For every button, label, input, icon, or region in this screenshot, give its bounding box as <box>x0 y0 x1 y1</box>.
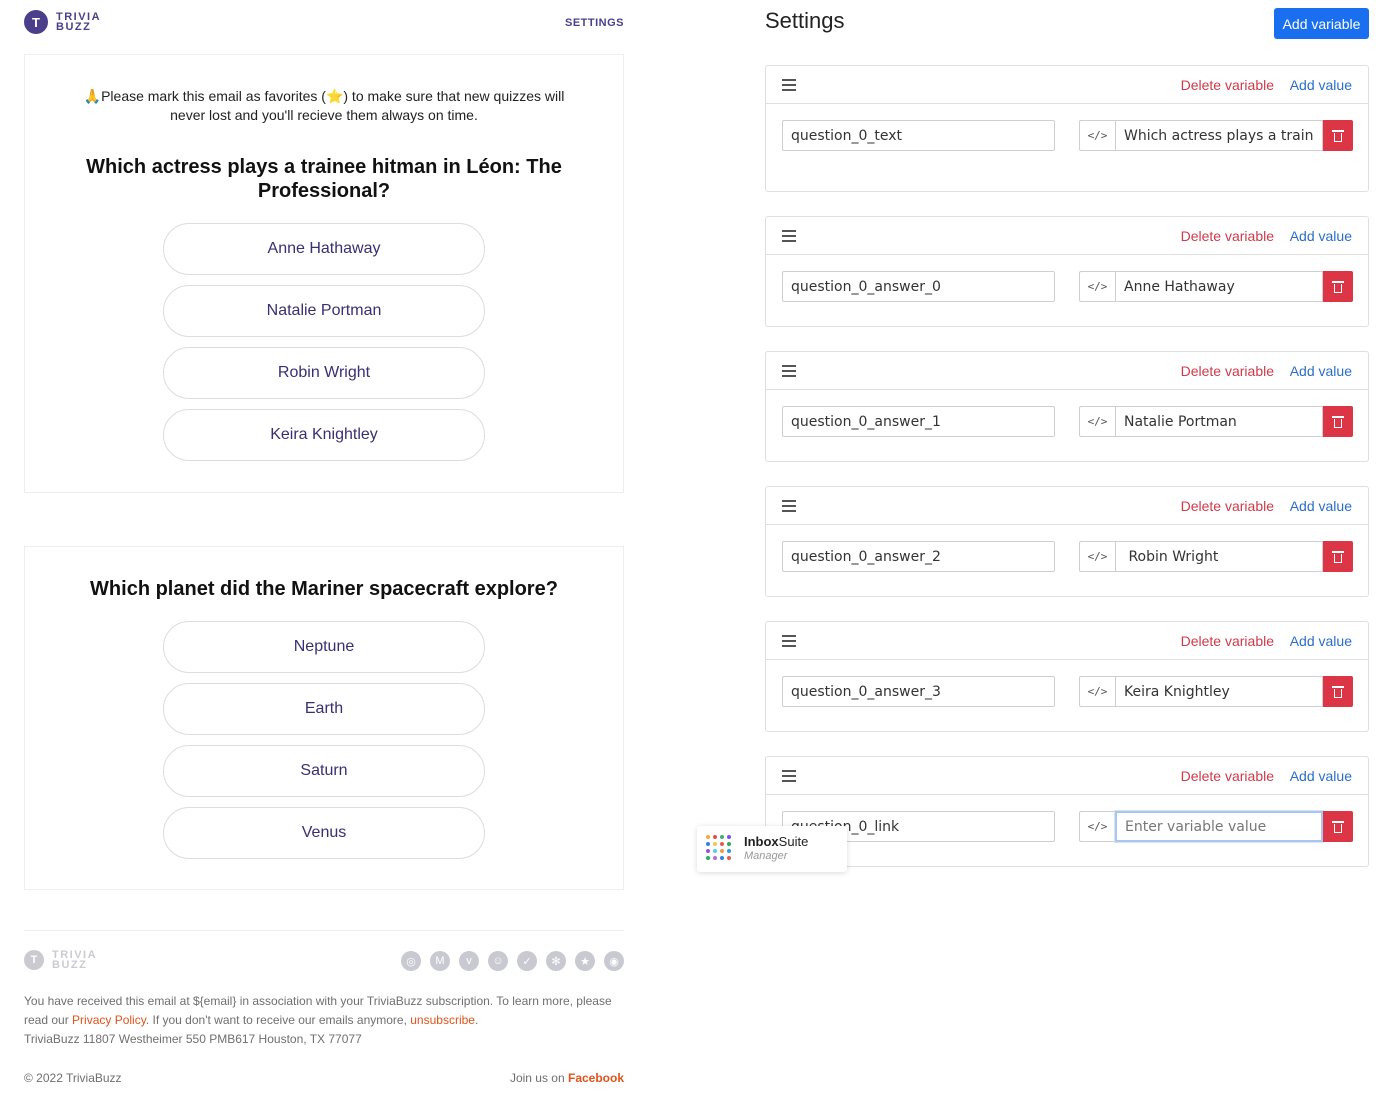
delete-value-button[interactable] <box>1323 406 1353 437</box>
trash-icon <box>1333 821 1343 833</box>
variable-card <box>765 65 1369 192</box>
notice-text-after: ) to make sure that new quizzes will never lost and you'll recieve them always on time. <box>170 88 565 123</box>
variable-card <box>765 486 1369 597</box>
logo-line-1: TRIVIA <box>56 11 102 23</box>
code-icon[interactable]: </> <box>1079 811 1115 842</box>
variable-card-body <box>766 660 1368 716</box>
delete-variable-link[interactable]: Delete variable <box>1180 498 1274 514</box>
question-title: Which planet did the Mariner spacecraft explore? <box>90 578 558 600</box>
logo-line-2: BUZZ <box>56 21 92 33</box>
legal-part-2: . If you don't want to receive our emails anymore, <box>145 1013 411 1027</box>
question-card-2 <box>24 546 624 890</box>
variable-card <box>765 621 1369 732</box>
code-icon[interactable]: </> <box>1079 676 1115 707</box>
delete-variable-link[interactable]: Delete variable <box>1180 77 1274 93</box>
pray-emoji-icon: 🙏 <box>83 88 102 104</box>
footer-logo-line-1: TRIVIA <box>52 949 98 961</box>
answer-list <box>25 621 623 869</box>
legal-part-1: You have received this email at ${email} in association with your TriviaBuzz subscription. To learn more, please read our <box>24 994 612 1027</box>
variable-value-input[interactable] <box>1115 406 1323 437</box>
delete-value-button[interactable] <box>1323 120 1353 151</box>
delete-variable-link[interactable]: Delete variable <box>1180 768 1274 784</box>
code-icon[interactable]: </> <box>1079 120 1115 151</box>
logo-badge-icon: T <box>24 10 48 34</box>
drag-handle-icon[interactable] <box>782 365 796 376</box>
trash-icon <box>1333 416 1343 428</box>
add-value-link[interactable]: Add value <box>1289 363 1352 379</box>
question-card-1 <box>24 54 624 493</box>
trash-icon <box>1333 281 1343 293</box>
footer-logo-badge-icon: T <box>24 950 44 970</box>
code-icon[interactable]: </> <box>1079 406 1115 437</box>
delete-variable-link[interactable]: Delete variable <box>1180 363 1274 379</box>
inboxsuite-title <box>744 834 808 849</box>
inboxsuite-widget[interactable] <box>697 826 847 872</box>
drag-handle-icon[interactable] <box>782 500 796 511</box>
legal-part-3: . <box>474 1013 479 1027</box>
add-value-link[interactable]: Add value <box>1289 768 1352 784</box>
variable-card-body <box>766 255 1368 311</box>
delete-value-button[interactable] <box>1323 811 1353 842</box>
postal-address: TriviaBuzz 11807 Westheimer 550 PMB617 Houston, TX 77077 <box>24 1032 362 1046</box>
variable-card <box>765 216 1369 327</box>
answer-button[interactable]: Anne Hathaway <box>163 223 485 275</box>
social-icons <box>401 951 624 971</box>
delete-variable-link[interactable]: Delete variable <box>1180 633 1274 649</box>
variable-name-input[interactable] <box>782 676 1055 707</box>
footer-divider <box>24 930 624 931</box>
delete-value-button[interactable] <box>1323 271 1353 302</box>
footer-logo-line-2: BUZZ <box>52 959 88 971</box>
variable-value-input[interactable] <box>1115 120 1323 151</box>
checkmark-icon[interactable]: ✓ <box>517 951 537 971</box>
unsubscribe-link[interactable]: unsubscribe <box>410 1013 475 1027</box>
variable-name-input[interactable] <box>782 541 1055 572</box>
star-icon[interactable]: ★ <box>575 951 595 971</box>
variable-card-body <box>766 390 1368 446</box>
variable-card <box>765 756 1369 867</box>
variable-card-header <box>766 622 1368 660</box>
answer-button[interactable]: Earth <box>163 683 485 735</box>
drag-handle-icon[interactable] <box>782 230 796 241</box>
settings-cog-icon[interactable]: ✻ <box>546 951 566 971</box>
variable-name-input[interactable] <box>782 271 1055 302</box>
trash-icon <box>1333 686 1343 698</box>
question-title: Which actress plays a trainee hitman in Léon: The Professional? <box>86 156 562 202</box>
logo-text <box>56 12 101 32</box>
variable-card-body <box>766 795 1368 851</box>
snapchat-icon[interactable]: ☺ <box>488 951 508 971</box>
trash-icon <box>1333 551 1343 563</box>
variable-card-body <box>766 525 1368 581</box>
variable-value-input[interactable] <box>1115 541 1323 572</box>
variable-card-header <box>766 217 1368 255</box>
variable-value-input[interactable] <box>1115 676 1323 707</box>
variable-card-header <box>766 487 1368 525</box>
inboxsuite-subtitle: Manager <box>744 850 788 862</box>
variable-card-body <box>766 104 1368 160</box>
settings-link[interactable]: SETTINGS <box>564 17 624 29</box>
drag-handle-icon[interactable] <box>782 79 796 90</box>
code-icon[interactable]: </> <box>1079 271 1115 302</box>
answer-button[interactable]: Robin Wright <box>163 347 485 399</box>
answer-list <box>25 223 623 471</box>
answer-button[interactable]: Keira Knightley <box>163 409 485 461</box>
settings-title: Settings <box>765 8 845 33</box>
variable-card-header <box>766 66 1368 104</box>
add-value-link[interactable]: Add value <box>1289 633 1352 649</box>
trash-icon <box>1333 130 1343 142</box>
notice-text-before: Please mark this email as favorites ( <box>101 88 326 104</box>
gmail-icon[interactable]: M <box>430 951 450 971</box>
inboxsuite-logo-icon <box>706 835 732 861</box>
variable-card-header <box>766 757 1368 795</box>
add-value-link[interactable]: Add value <box>1289 228 1352 244</box>
add-variable-button[interactable]: Add variable <box>1274 8 1369 39</box>
variable-value-input[interactable] <box>1115 811 1323 842</box>
answer-button[interactable]: Neptune <box>163 621 485 673</box>
drag-handle-icon[interactable] <box>782 770 796 781</box>
facebook-link[interactable]: Facebook <box>567 1071 624 1085</box>
brand-bold: Inbox <box>744 834 779 849</box>
email-preview <box>24 0 624 1085</box>
favorites-notice <box>25 87 623 125</box>
legal-text <box>24 992 624 1049</box>
variable-name-input[interactable] <box>782 120 1055 151</box>
vk-icon[interactable]: v <box>459 951 479 971</box>
footer-logo-text <box>52 950 97 970</box>
variable-value-input[interactable] <box>1115 271 1323 302</box>
variable-card-header <box>766 352 1368 390</box>
answer-button[interactable]: Venus <box>163 807 485 859</box>
brand-rest: Suite <box>778 834 809 849</box>
delete-variable-link[interactable]: Delete variable <box>1180 228 1274 244</box>
privacy-policy-link[interactable]: Privacy Policy <box>72 1013 146 1027</box>
instagram-icon[interactable]: ◎ <box>401 951 421 971</box>
add-value-link[interactable]: Add value <box>1289 498 1352 514</box>
answer-button[interactable]: Natalie Portman <box>163 285 485 337</box>
delete-value-button[interactable] <box>1323 676 1353 707</box>
camera-icon[interactable]: ◉ <box>604 951 624 971</box>
drag-handle-icon[interactable] <box>782 635 796 646</box>
delete-value-button[interactable] <box>1323 541 1353 572</box>
add-value-link[interactable]: Add value <box>1289 77 1352 93</box>
star-emoji-icon: ⭐ <box>325 88 344 104</box>
variable-card <box>765 351 1369 462</box>
answer-button[interactable]: Saturn <box>163 745 485 797</box>
code-icon[interactable]: </> <box>1079 541 1115 572</box>
email-header <box>24 0 624 48</box>
join-us <box>510 1071 624 1085</box>
footer-logo <box>24 950 97 970</box>
variable-name-input[interactable] <box>782 406 1055 437</box>
copyright: © 2022 TriviaBuzz <box>24 1071 122 1085</box>
triviabuzz-logo[interactable] <box>24 10 101 34</box>
join-text: Join us on <box>509 1071 568 1085</box>
